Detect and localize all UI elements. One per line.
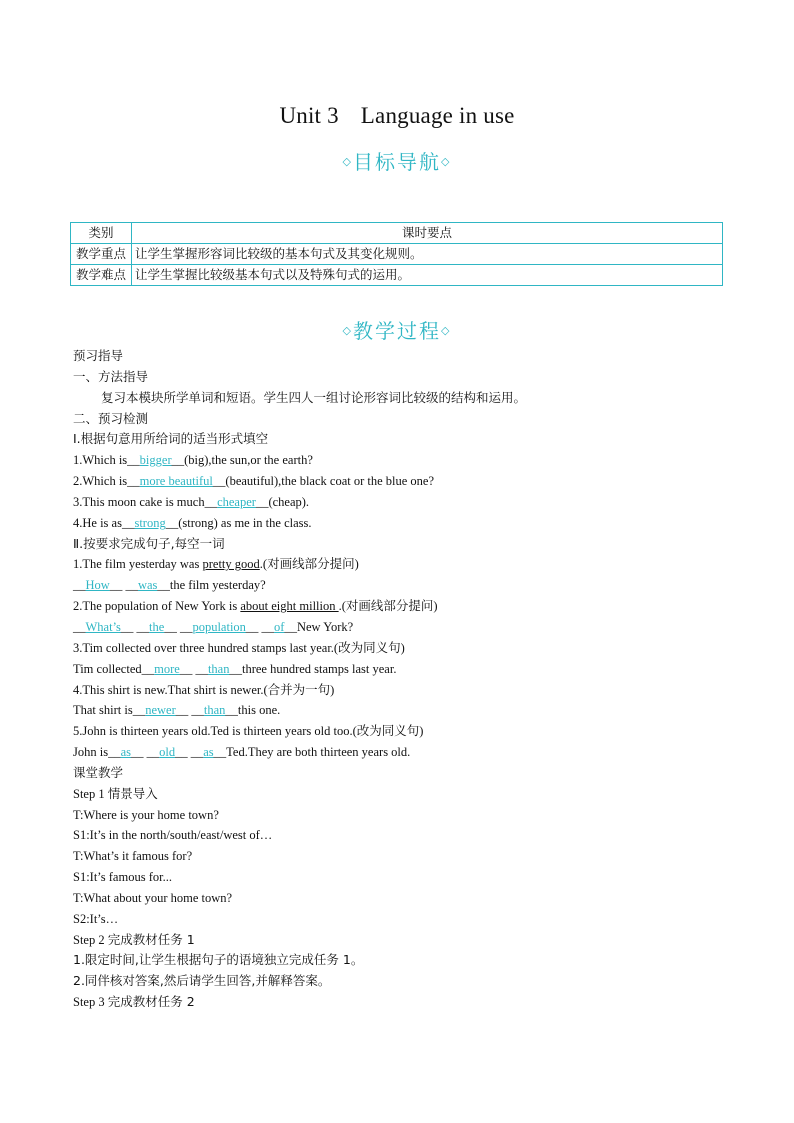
item-text: __Ted.They are both thirteen years old.: [213, 745, 411, 760]
answer-line: [73, 575, 753, 596]
underlined-phrase: about eight million: [240, 599, 339, 614]
item-text: .(对画线部分提问): [338, 599, 438, 614]
instruction-line: 2.同伴核对答案,然后请学生回答,并解释答案。: [73, 973, 331, 989]
diamond-icon: ◇: [342, 155, 353, 168]
item-text: __the film yesterday?: [157, 578, 266, 593]
step-heading: [73, 930, 753, 951]
item-text: 1.The film yesterday was: [73, 557, 203, 572]
answer-blank: newer: [145, 703, 176, 718]
lesson-body: [73, 346, 753, 1013]
exercise-item: 3.Tim collected over three hundred stamps last year.(改为同义句): [73, 640, 405, 655]
answer-blank: strong: [134, 515, 166, 530]
item-text: Tim collected__: [73, 661, 155, 676]
answer-blank: population: [192, 619, 246, 634]
step-heading: [73, 784, 753, 805]
step-label: Step 1: [73, 786, 108, 801]
section-heading: 预习指导: [73, 348, 124, 363]
answer-blank: cheaper: [217, 494, 256, 509]
objectives-table: [70, 222, 723, 286]
table-header-cell: 课时要点: [132, 223, 723, 244]
exercise-heading: Ⅰ.根据句意用所给词的适当形式填空: [73, 431, 269, 447]
exercise-item: [73, 554, 753, 575]
step-title: 情景导入: [107, 785, 158, 801]
exercise-item: 5.John is thirteen years old.Ted is thirteen years old too.(改为同义句): [73, 724, 424, 739]
table-cell-category: 教学重点: [71, 244, 132, 265]
answer-blank: bigger: [139, 453, 172, 468]
answer-line: [73, 659, 753, 680]
diamond-icon: ◇: [342, 324, 353, 337]
item-text: 1.Which is__: [73, 453, 140, 468]
table-cell-content: 让学生掌握比较级基本句式以及特殊句式的运用。: [132, 265, 723, 286]
answer-blank: as: [120, 745, 131, 760]
answer-blank: What’s: [85, 619, 121, 634]
item-text: __(strong) as me in the class.: [165, 515, 312, 530]
item-text: __ __: [175, 745, 204, 760]
answer-line: [73, 617, 753, 638]
section-banner-process: [0, 315, 794, 344]
exercise-heading: Ⅱ.按要求完成句子,每空一词: [73, 535, 225, 551]
item-text: 2.Which is__: [73, 474, 140, 489]
item-text: __: [73, 578, 86, 593]
item-text: 3.This moon cake is much__: [73, 494, 218, 509]
answer-blank: the: [149, 619, 165, 634]
dialogue-line: T:What’s it famous for?: [73, 849, 193, 864]
answer-blank: as: [203, 745, 214, 760]
page-title: [0, 103, 794, 129]
item-text: __(beautiful),the black coat or the blue one?: [212, 474, 435, 489]
exercise-item: 4.This shirt is new.That shirt is newer.(合并为一句): [73, 682, 335, 697]
item-text: John is__: [73, 745, 121, 760]
title-topic: Language in use: [360, 103, 515, 128]
answer-blank: of: [274, 619, 285, 634]
answer-blank: more: [154, 661, 180, 676]
item-text: That shirt is__: [73, 703, 146, 718]
table-row: [71, 265, 723, 286]
diamond-icon: ◇: [441, 324, 452, 337]
subsection-heading: 一、方法指导: [73, 368, 149, 384]
item-text: __ __: [179, 661, 208, 676]
dialogue-line: T:What about your home town?: [73, 890, 233, 905]
paragraph: 复习本模块所学单词和短语。学生四人一组讨论形容词比较级的结构和运用。: [101, 389, 527, 405]
banner-goals-text: 目标导航: [353, 150, 441, 174]
item-text: __ __: [131, 745, 160, 760]
item-text: __New York?: [284, 619, 354, 634]
item-text: .(对画线部分提问): [259, 557, 359, 572]
exercise-item: [73, 450, 753, 471]
table-cell-category: 教学难点: [71, 265, 132, 286]
item-text: __three hundred stamps last year.: [229, 661, 397, 676]
exercise-item: [73, 596, 753, 617]
diamond-icon: ◇: [441, 155, 452, 168]
underlined-phrase: pretty good: [202, 557, 260, 572]
step-label: Step 3: [73, 995, 108, 1010]
exercise-item: [73, 513, 753, 534]
answer-blank: was: [137, 578, 158, 593]
answer-blank: than: [203, 703, 226, 718]
item-text: __: [73, 619, 86, 634]
table-header-cell: 类别: [71, 223, 132, 244]
item-text: __(big),the sun,or the earth?: [171, 453, 313, 468]
banner-process-text: 教学过程: [353, 319, 441, 343]
answer-blank: How: [85, 578, 110, 593]
item-text: __this one.: [225, 703, 281, 718]
title-unit: Unit 3: [279, 103, 339, 128]
item-text: __ __: [109, 578, 138, 593]
dialogue-line: T:Where is your home town?: [73, 807, 219, 822]
item-text: __ __: [245, 619, 275, 634]
section-heading: 课堂教学: [73, 764, 124, 780]
answer-blank: old: [159, 745, 176, 760]
item-text: __ __: [120, 619, 150, 634]
dialogue-line: S1:It’s in the north/south/east/west of…: [73, 828, 273, 843]
table-header-row: [71, 223, 723, 244]
subsection-heading: 二、预习检测: [73, 410, 149, 426]
dialogue-line: S2:It’s…: [73, 911, 119, 926]
answer-blank: than: [207, 661, 230, 676]
dialogue-line: S1:It’s famous for...: [73, 870, 172, 885]
section-banner-goals: [0, 146, 794, 175]
item-text: __ __: [164, 619, 193, 634]
answer-line: [73, 700, 753, 721]
answer-line: [73, 742, 753, 763]
item-text: __(cheap).: [255, 494, 310, 509]
table-cell-content: 让学生掌握形容词比较级的基本句式及其变化规则。: [132, 244, 723, 265]
answer-blank: more beautiful: [139, 474, 213, 489]
step-title: 完成教材任务 2: [107, 994, 195, 1010]
step-label: Step 2: [73, 932, 108, 947]
table-row: [71, 244, 723, 265]
item-text: 4.He is as__: [73, 515, 135, 530]
instruction-line: 1.限定时间,让学生根据句子的语境独立完成任务 1。: [73, 952, 364, 968]
step-heading: [73, 992, 753, 1013]
item-text: 2.The population of New York is: [73, 599, 241, 614]
exercise-item: [73, 492, 753, 513]
step-title: 完成教材任务 1: [107, 931, 195, 947]
item-text: __ __: [175, 703, 204, 718]
exercise-item: [73, 471, 753, 492]
